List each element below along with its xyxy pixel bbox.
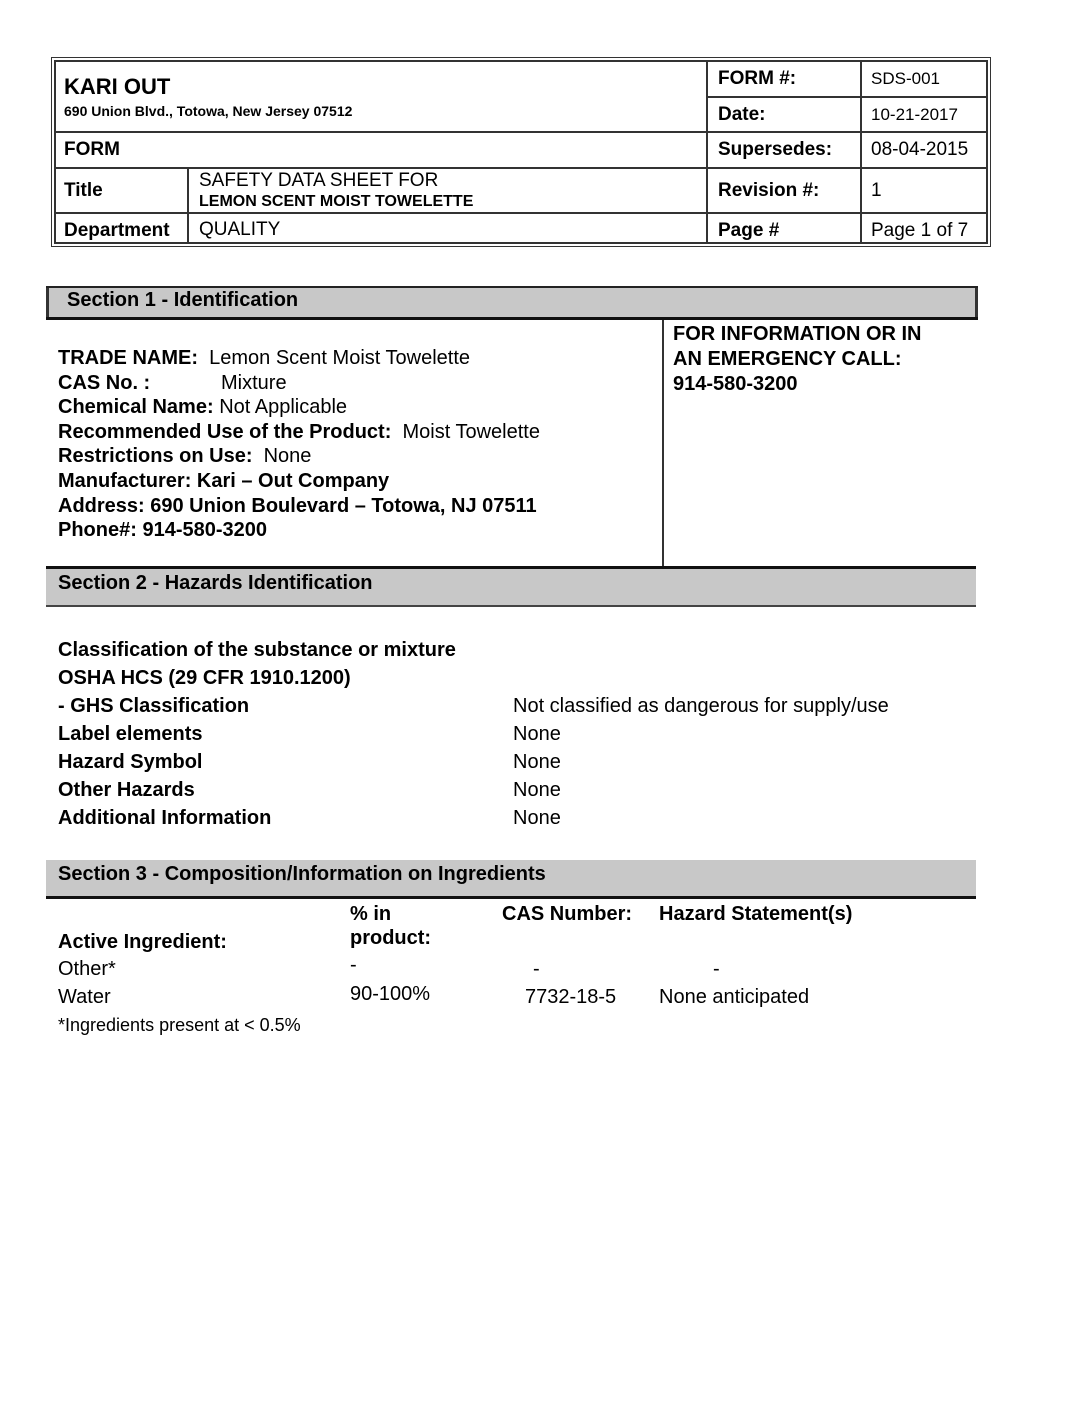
- department-label: Department: [64, 220, 170, 241]
- page-label: Page #: [718, 220, 780, 241]
- company-address: 690 Union Blvd., Totowa, New Jersey 07512: [64, 103, 353, 119]
- ingredient-name: Other*: [58, 958, 116, 980]
- hazard-row-value: None: [513, 779, 561, 801]
- trade-name-value: Lemon Scent Moist Towelette: [209, 347, 471, 369]
- hazard-row-label: Additional Information: [58, 807, 272, 829]
- supersedes-value: 08-04-2015: [871, 139, 969, 160]
- date-value: 10-21-2017: [871, 105, 958, 124]
- manufacturer-phone: Phone#: 914-580-3200: [58, 519, 268, 541]
- section3-heading: Section 3 - Composition/Information on Ingredients: [58, 863, 546, 885]
- hazard-row-label: Label elements: [58, 723, 203, 745]
- trade-name-row: [58, 346, 470, 370]
- section2-heading-rule: [46, 605, 976, 607]
- header-divider: [708, 96, 988, 98]
- company-name: KARI OUT: [64, 74, 171, 99]
- manufacturer-address: Address: 690 Union Boulevard – Totowa, NJ 07511: [58, 495, 537, 517]
- hazard-row-label: Other Hazards: [58, 779, 195, 801]
- title-label: Title: [64, 180, 103, 201]
- ingredients-footnote: *Ingredients present at < 0.5%: [58, 1015, 301, 1035]
- header-frame: [54, 60, 988, 244]
- restrictions-label: Restrictions on Use:: [58, 445, 253, 467]
- revision-value: 1: [871, 180, 882, 201]
- form-number-label: FORM #:: [718, 68, 797, 89]
- restrictions-row: [58, 444, 311, 468]
- header-divider: [54, 167, 988, 169]
- recommended-use-label: Recommended Use of the Product:: [58, 421, 392, 443]
- hazard-row-value: None: [513, 807, 561, 829]
- title-line2: LEMON SCENT MOIST TOWELETTE: [199, 193, 474, 210]
- supersedes-label: Supersedes:: [718, 139, 833, 160]
- document-header-table: [54, 60, 992, 248]
- recommended-use-value: Moist Towelette: [402, 421, 540, 443]
- trade-name-label: TRADE NAME:: [58, 347, 198, 369]
- hazard-row-label: - GHS Classification: [58, 695, 250, 717]
- hazard-row-label: Hazard Symbol: [58, 751, 203, 773]
- form-label: FORM: [64, 139, 120, 160]
- cas-label: CAS No. :: [58, 372, 151, 394]
- form-number-value: SDS-001: [871, 69, 940, 88]
- header-divider: [187, 167, 189, 244]
- chemical-name-value: Not Applicable: [219, 396, 348, 418]
- ingredient-cas: -: [533, 958, 540, 980]
- emergency-line2: AN EMERGENCY CALL:: [673, 348, 902, 370]
- chemical-name-row: [58, 395, 347, 419]
- department-value: QUALITY: [199, 219, 281, 240]
- column-header-ingredient: Active Ingredient:: [58, 931, 227, 953]
- ingredient-cas: 7732-18-5: [525, 986, 617, 1008]
- column-header-percent-line2: product:: [350, 927, 432, 949]
- column-header-hazard: Hazard Statement(s): [659, 903, 853, 925]
- section3-heading-rule: [46, 896, 976, 899]
- section2-heading: Section 2 - Hazards Identification: [58, 572, 373, 594]
- ingredient-hazard: None anticipated: [659, 986, 810, 1008]
- ingredient-hazard: -: [713, 958, 720, 980]
- recommended-use-row: [58, 420, 540, 444]
- header-divider: [54, 131, 988, 133]
- emergency-line1: FOR INFORMATION OR IN: [673, 323, 922, 345]
- section2-heading-bar: [46, 569, 976, 605]
- section1-heading-rule: [46, 317, 978, 320]
- revision-label: Revision #:: [718, 180, 820, 201]
- hazard-row-value: None: [513, 723, 561, 745]
- section3-heading-bar: [46, 860, 976, 896]
- section1-heading: Section 1 - Identification: [67, 289, 299, 311]
- osha-reference: OSHA HCS (29 CFR 1910.1200): [58, 667, 351, 689]
- header-divider: [860, 60, 862, 244]
- page-value: Page 1 of 7: [871, 220, 969, 241]
- ingredient-name: Water: [58, 986, 111, 1008]
- column-header-cas: CAS Number:: [502, 903, 633, 925]
- manufacturer: Manufacturer: Kari – Out Company: [58, 470, 390, 492]
- section1-heading-bar: [46, 288, 978, 318]
- title-line1: SAFETY DATA SHEET FOR: [199, 170, 439, 191]
- cas-value: Mixture: [221, 372, 287, 394]
- ingredient-percent: -: [350, 954, 357, 976]
- chemical-name-label: Chemical Name:: [58, 396, 214, 418]
- ingredient-percent: 90-100%: [350, 983, 431, 1005]
- column-header-percent-line1: % in: [350, 903, 392, 925]
- section1-column-divider: [662, 320, 664, 568]
- classification-heading: Classification of the substance or mixture: [58, 639, 456, 661]
- header-divider: [54, 212, 988, 214]
- restrictions-value: None: [263, 445, 312, 467]
- header-divider: [706, 60, 708, 244]
- date-label: Date:: [718, 104, 766, 125]
- hazard-row-value: Not classified as dangerous for supply/use: [513, 695, 889, 717]
- hazard-row-value: None: [513, 751, 561, 773]
- emergency-phone: 914-580-3200: [673, 373, 798, 395]
